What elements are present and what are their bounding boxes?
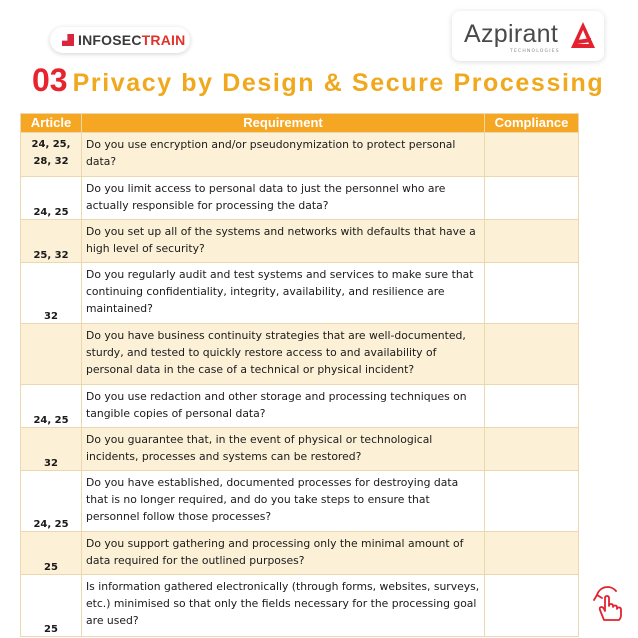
header-requirement: Requirement: [82, 114, 485, 133]
compliance-cell[interactable]: [485, 575, 579, 637]
azpirant-logo: [452, 11, 604, 61]
table-row: [21, 220, 579, 263]
requirement-cell: Do you have established, documented processes for destroying data that is no longer required, and do you take steps to ensure that personnel follow those processes?: [82, 471, 485, 532]
compliance-cell[interactable]: [485, 220, 579, 263]
requirement-cell: Do you use redaction and other storage and processing techniques on tangible copies of personal data?: [82, 385, 485, 428]
article-cell: 24, 25, 28, 32: [21, 133, 82, 177]
article-cell: [21, 324, 82, 385]
article-cell: 25: [21, 575, 82, 637]
table-row: [21, 263, 579, 324]
azpirant-triangle-icon: [570, 21, 596, 49]
table-row: [21, 177, 579, 220]
requirement-cell: Do you guarantee that, in the event of physical or technological incidents, processes and systems can be restored?: [82, 428, 485, 471]
compliance-cell[interactable]: [485, 177, 579, 220]
table-row: [21, 428, 579, 471]
article-cell: 25, 32: [21, 220, 82, 263]
header-article: Article: [21, 114, 82, 133]
infosectrain-logo: [50, 27, 190, 53]
requirement-cell: Do you use encryption and/or pseudonymization to protect personal data?: [82, 133, 485, 177]
requirement-cell: Is information gathered electronically (through forms, websites, surveys, etc.) minimised so that only the fields necessary for the processing goal are used?: [82, 575, 485, 637]
azpirant-name: Azpirant: [464, 20, 559, 48]
table-row: [21, 385, 579, 428]
compliance-cell[interactable]: [485, 133, 579, 177]
infosectrain-mark-icon: [62, 34, 74, 46]
table-row: [21, 324, 579, 385]
compliance-cell[interactable]: [485, 385, 579, 428]
table-header-row: [21, 114, 579, 133]
article-cell: 25: [21, 532, 82, 575]
table-row: [21, 471, 579, 532]
compliance-cell[interactable]: [485, 324, 579, 385]
table-row: [21, 575, 579, 637]
requirement-cell: Do you regularly audit and test systems and services to make sure that continuing confidentiality, integrity, availability, and resilience are maintained?: [82, 263, 485, 324]
page-heading: [32, 62, 604, 99]
azpirant-tagline: TECHNOLOGIES: [510, 49, 560, 54]
requirement-cell: Do you support gathering and processing only the minimal amount of data required for the outlined purposes?: [82, 532, 485, 575]
compliance-cell[interactable]: [485, 532, 579, 575]
table-row: [21, 133, 579, 177]
pointing-hand-icon[interactable]: [592, 586, 626, 624]
compliance-cell[interactable]: [485, 428, 579, 471]
logo-text-part1: INFOSEC: [78, 32, 142, 48]
requirement-cell: Do you limit access to personal data to just the personnel who are actually responsible for processing the data?: [82, 177, 485, 220]
article-cell: 24, 25: [21, 177, 82, 220]
section-title: Privacy by Design & Secure Processing: [72, 69, 605, 97]
article-cell: 24, 25: [21, 385, 82, 428]
requirement-cell: Do you have business continuity strategies that are well-documented, sturdy, and tested to quickly restore access to and availability of personal data in the case of a technical or physical incident?: [82, 324, 485, 385]
logo-text-part2: TRAIN: [141, 32, 186, 48]
article-cell: 32: [21, 428, 82, 471]
compliance-table: [20, 113, 579, 637]
article-cell: 24, 25: [21, 471, 82, 532]
table-row: [21, 532, 579, 575]
compliance-cell[interactable]: [485, 263, 579, 324]
header-compliance: Compliance: [485, 114, 579, 133]
section-number: 03: [32, 62, 68, 98]
requirement-cell: Do you set up all of the systems and networks with defaults that have a high level of security?: [82, 220, 485, 263]
compliance-cell[interactable]: [485, 471, 579, 532]
article-cell: 32: [21, 263, 82, 324]
